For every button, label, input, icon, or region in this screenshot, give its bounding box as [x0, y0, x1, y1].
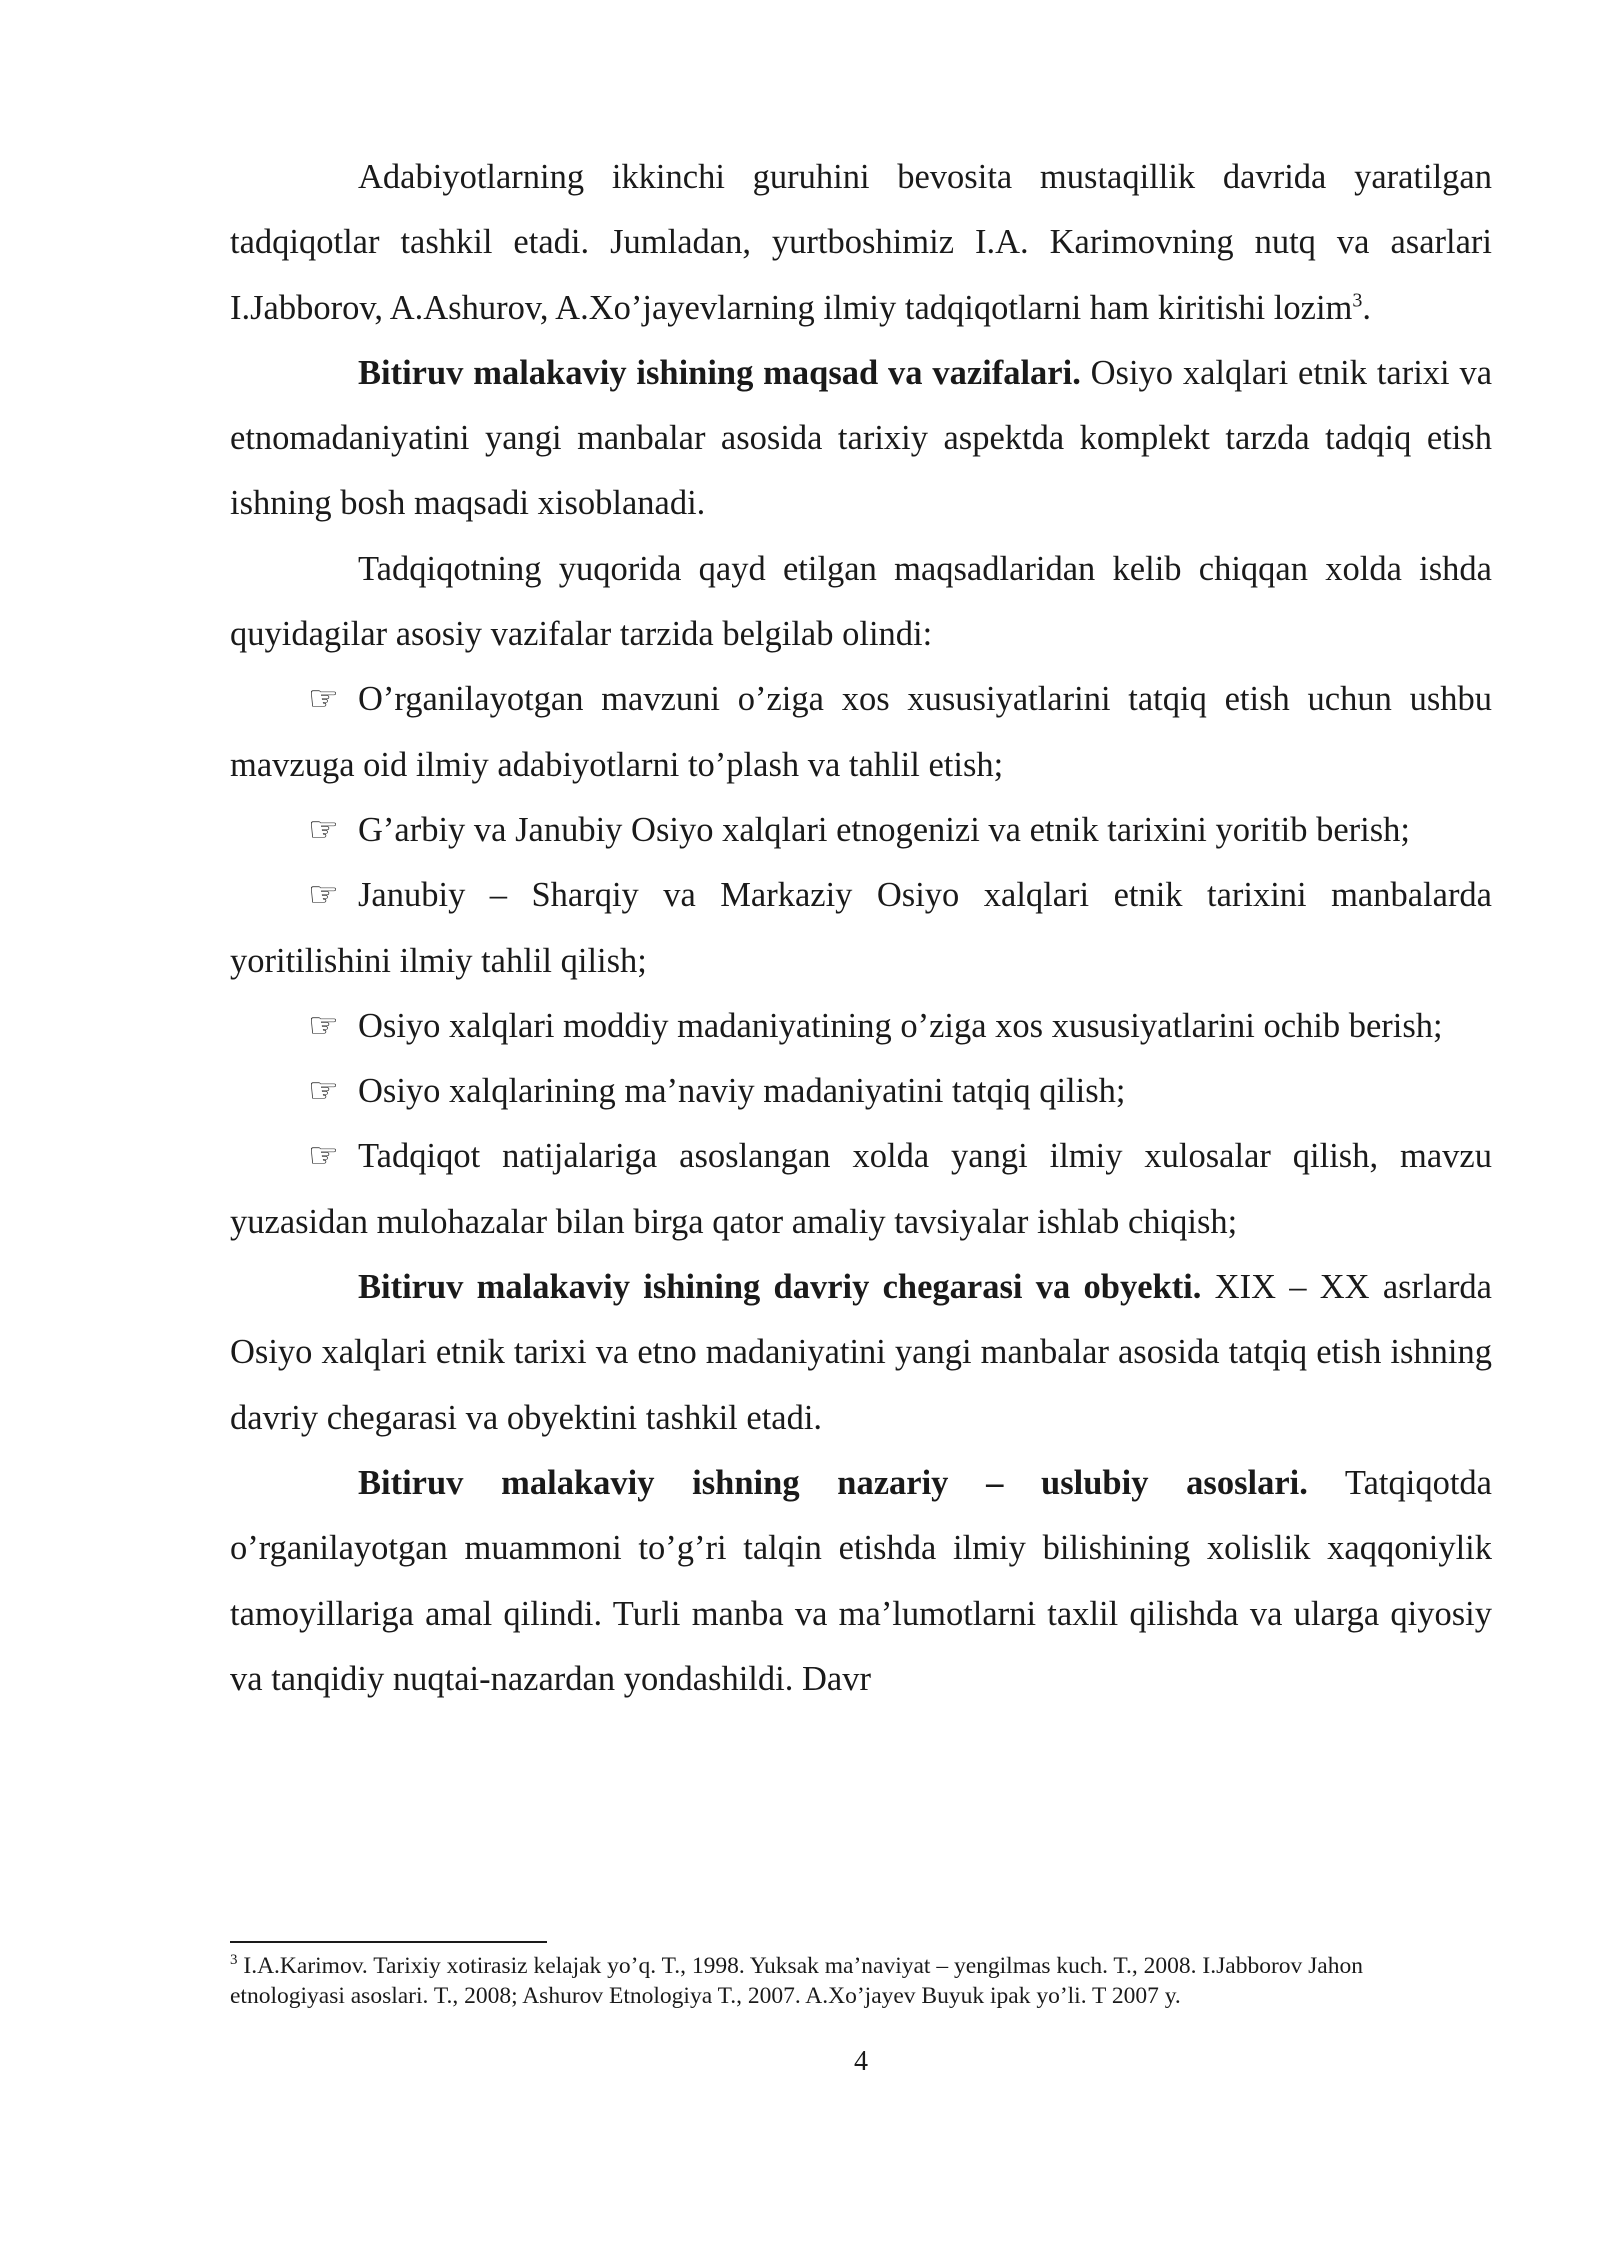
paragraph-text: Tatqiqotda o’rganilayotgan muammoni to’g’ri talqin etishda ilmiy bilishining xolislik xaqqoniylik tamoyillariga amal qilindi. Turli manba va ma’lumotlarni taxlil qilishda va ularga qiyosiy va tanqidiy nuqtai-nazardan yondashildi. Davr: [230, 1463, 1492, 1698]
paragraph-goals: [230, 341, 1492, 537]
task-item: [230, 1059, 1492, 1124]
paragraph-methodology: [230, 1451, 1492, 1712]
pointing-hand-icon: ☞: [308, 810, 339, 849]
pointing-hand-icon: ☞: [308, 1137, 339, 1176]
paragraph-text: XIX – XX asrlarda Osiyo xalqlari etnik tarixi va etno madaniyatini yangi manbalar asosida tatqiq etish ishning davriy chegarasi va obyektini tashkil etadi.: [230, 1268, 1492, 1437]
footnote-text: I.A.Karimov. Tarixiy xotirasiz kelajak yo’q. T., 1998. Yuksak ma’naviyat – yengilmas kuch. T., 2008. I.Jabborov Jahon etnologiyasi asoslari. T., 2008; Ashurov Etnologiya T., 2007. A.Xo’jayev Buyuk ipak yo’li. T 2007 y.: [230, 1953, 1363, 2009]
task-text: Janubiy – Sharqiy va Markaziy Osiyo xalqlari etnik tarixini manbalarda yoritilishini ilmiy tahlil qilish;: [230, 876, 1492, 980]
paragraph-scope: [230, 1255, 1492, 1451]
paragraph-literature: [230, 145, 1492, 341]
document-body: [230, 145, 1492, 1712]
task-text: Tadqiqot natijalariga asoslangan xolda yangi ilmiy xulosalar qilish, mavzu yuzasidan mulohazalar bilan birga qator amaliy tavsiyalar ishlab chiqish;: [230, 1137, 1492, 1241]
task-text: G’arbiy va Janubiy Osiyo xalqlari etnogenizi va etnik tarixini yoritib berish;: [358, 810, 1410, 849]
task-item: [230, 1124, 1492, 1255]
footnote-reference[interactable]: 3: [1352, 289, 1363, 312]
paragraph-tail: .: [1362, 288, 1371, 327]
task-item: [230, 667, 1492, 798]
task-item: [230, 994, 1492, 1059]
footnote-separator: [230, 1941, 547, 1943]
pointing-hand-icon: ☞: [308, 1006, 339, 1045]
paragraph-tasks-intro: [230, 537, 1492, 668]
section-heading: Bitiruv malakaviy ishining maqsad va vazifalari.: [358, 353, 1081, 392]
paragraph-text: Adabiyotlarning ikkinchi guruhini bevosita mustaqillik davrida yaratilgan tadqiqotlar tashkil etadi. Jumladan, yurtboshimiz I.A. Karimovning nutq va asarlari I.Jabborov, A.Ashurov, A.Xo’jayevlarning ilmiy tadqiqotlarni ham kiritishi lozim: [230, 158, 1492, 327]
section-heading: Bitiruv malakaviy ishining davriy chegarasi va obyekti.: [358, 1268, 1202, 1307]
task-item: [230, 798, 1492, 863]
footnote: [230, 1952, 1460, 2011]
footnote-number: 3: [230, 1952, 238, 1969]
task-text: Osiyo xalqlarining ma’naviy madaniyatini tatqiq qilish;: [358, 1072, 1126, 1111]
paragraph-text: Tadqiqotning yuqorida qayd etilgan maqsadlaridan kelib chiqqan xolda ishda quyidagilar asosiy vazifalar tarzida belgilab olindi:: [230, 549, 1492, 654]
pointing-hand-icon: ☞: [308, 1072, 339, 1111]
section-heading: Bitiruv malakaviy ishning nazariy – uslubiy asoslari.: [358, 1463, 1308, 1502]
pointing-hand-icon: ☞: [308, 680, 339, 719]
paragraph-text: Osiyo xalqlari etnik tarixi va etnomadaniyatini yangi manbalar asosida tarixiy aspektda komplekt tarzda tadqiq etish ishning bosh maqsadi xisoblanadi.: [230, 353, 1493, 523]
page-number: 4: [854, 2046, 868, 2077]
task-text: Osiyo xalqlari moddiy madaniyatining o’ziga xos xususiyatlarini ochib berish;: [358, 1006, 1443, 1045]
task-item: [230, 863, 1492, 994]
pointing-hand-icon: ☞: [308, 876, 339, 915]
task-text: O’rganilayotgan mavzuni o’ziga xos xususiyatlarini tatqiq etish uchun ushbu mavzuga oid ilmiy adabiyotlarni to’plash va tahlil etish;: [230, 680, 1492, 784]
